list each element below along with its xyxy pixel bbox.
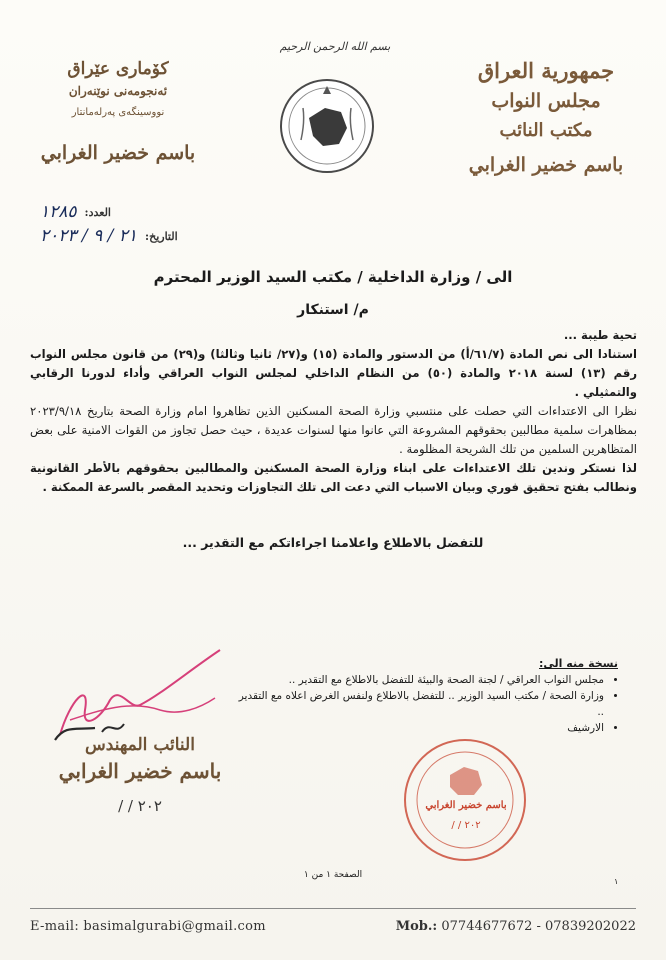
addressee: الى / وزارة الداخلية / مكتب السيد الوزير المحترم (153, 268, 513, 286)
signatory-block (40, 735, 240, 815)
copy-recipient: • وزارة الصحة / مكتب السيد الوزير .. للتفضل بالاطلاع ولنفس الغرض اعلاه مع التقدير .. (238, 688, 604, 720)
letterhead-council: مجلس النواب (491, 90, 601, 112)
footer-mobile-label: Mob.: (395, 918, 438, 934)
basmala: بسم الله الرحمن الرحيم (279, 40, 391, 53)
ref-date-label: التاريخ: (145, 229, 178, 243)
letterhead-left-mp-name: باسم خضير الغرابي (40, 142, 196, 164)
letterhead-office: مكتب النائب (499, 120, 593, 141)
page-mark: ١ (614, 877, 619, 886)
letterhead-kurdish-country: كۆماری عێراق (67, 59, 169, 79)
paragraph-legal-basis: استنادا الى نص المادة (٦١/٧/أ) من الدستور والمادة (١٥) و(٢٧/ ثانيا وثالثا) و(٢٩) من قانون مجلس النواب رقم (١٣) لسنة ٢٠١٨ والمادة (٥٠) من النظام الداخلي لمجلس النواب العراقي وأداء لدورنا الرقابي والتمثيلي . (30, 347, 637, 399)
copies-heading: نسخة منه الى: (539, 657, 618, 670)
subject-line: م/ استنكار (297, 302, 369, 318)
footer-email: E-mail: basimalgurabi@gmail.com (30, 918, 266, 934)
footer (30, 914, 636, 938)
letterhead-left (28, 58, 208, 164)
letterhead-mp-name: باسم خضير الغرابي (468, 154, 624, 176)
reference-block (40, 200, 190, 248)
paragraph-demand: لذا نستكر وندين تلك الاعتداءات على ابناء وزارة الصحة المسكنين والمطالبين بحقوقهم بالأطر القانونية ونطالب بفتح تحقيق فوري وبيان الاسباب التي دعت الى تلك التجاوزات وتحديد المقصر بالسرعة الممكنة . (30, 461, 637, 494)
copy-recipient: • مجلس النواب العراقي / لجنة الصحة والبيئة للتفضل بالاطلاع مع التقدير .. (238, 672, 604, 688)
stamp-name: باسم خضير الغرابي (425, 800, 507, 811)
signatory-name: باسم خضير الغرابي (58, 759, 222, 783)
letterhead-country: جمهورية العراق (477, 58, 615, 83)
letter-body (30, 326, 637, 497)
footer-divider (30, 908, 636, 909)
paragraph-incident: نظرا الى الاعتداءات التي حصلت على منتسبي وزارة الصحة المسكنين الذين تظاهروا امام وزارة الصحة بتاريخ ٢٠٢٣/٩/١٨ بمظاهرات سلمية مطالبين بحقوقهم المشروعة التي عانوا منها لسنوات عديدة ، حيث حصل تجاوز من القوات الامنية على بعض المتظاهرين السلمين من تلك الشريحة المظلومة . (30, 404, 637, 456)
stamp-date: ٢٠٢ / / (451, 820, 481, 831)
ref-date-value: ٢١ / ٩ / ٢٠٢٣ (40, 226, 138, 246)
signatory-title: النائب المهندس (85, 735, 195, 755)
ref-number-value: ١٢٨٥ (40, 202, 77, 222)
copies-section (238, 656, 618, 736)
parliament-emblem-icon (279, 78, 375, 174)
letterhead-kurdish-council: ئەنجومەنی نوێنەران (68, 84, 168, 98)
footer-mobile-numbers: 07744677672 - 07839202022 (441, 918, 636, 934)
signature-date: ٢٠٢ / / (118, 797, 162, 815)
page-number: الصفحة ١ من ١ (303, 870, 363, 880)
copy-recipient: • الارشيف (238, 720, 604, 736)
handwritten-signature (40, 640, 230, 750)
ref-number-label: العدد: (84, 205, 111, 219)
letterhead-kurdish-office: نووسینگەی پەرلەمانتار (71, 107, 165, 118)
closing-line: للتفضل بالاطلاع واعلامنا اجراءاتكم مع التقدير ... (182, 535, 484, 550)
footer-mobile (396, 919, 636, 934)
letterhead-right (456, 56, 636, 180)
greeting: تحية طيبة ... (563, 328, 637, 342)
